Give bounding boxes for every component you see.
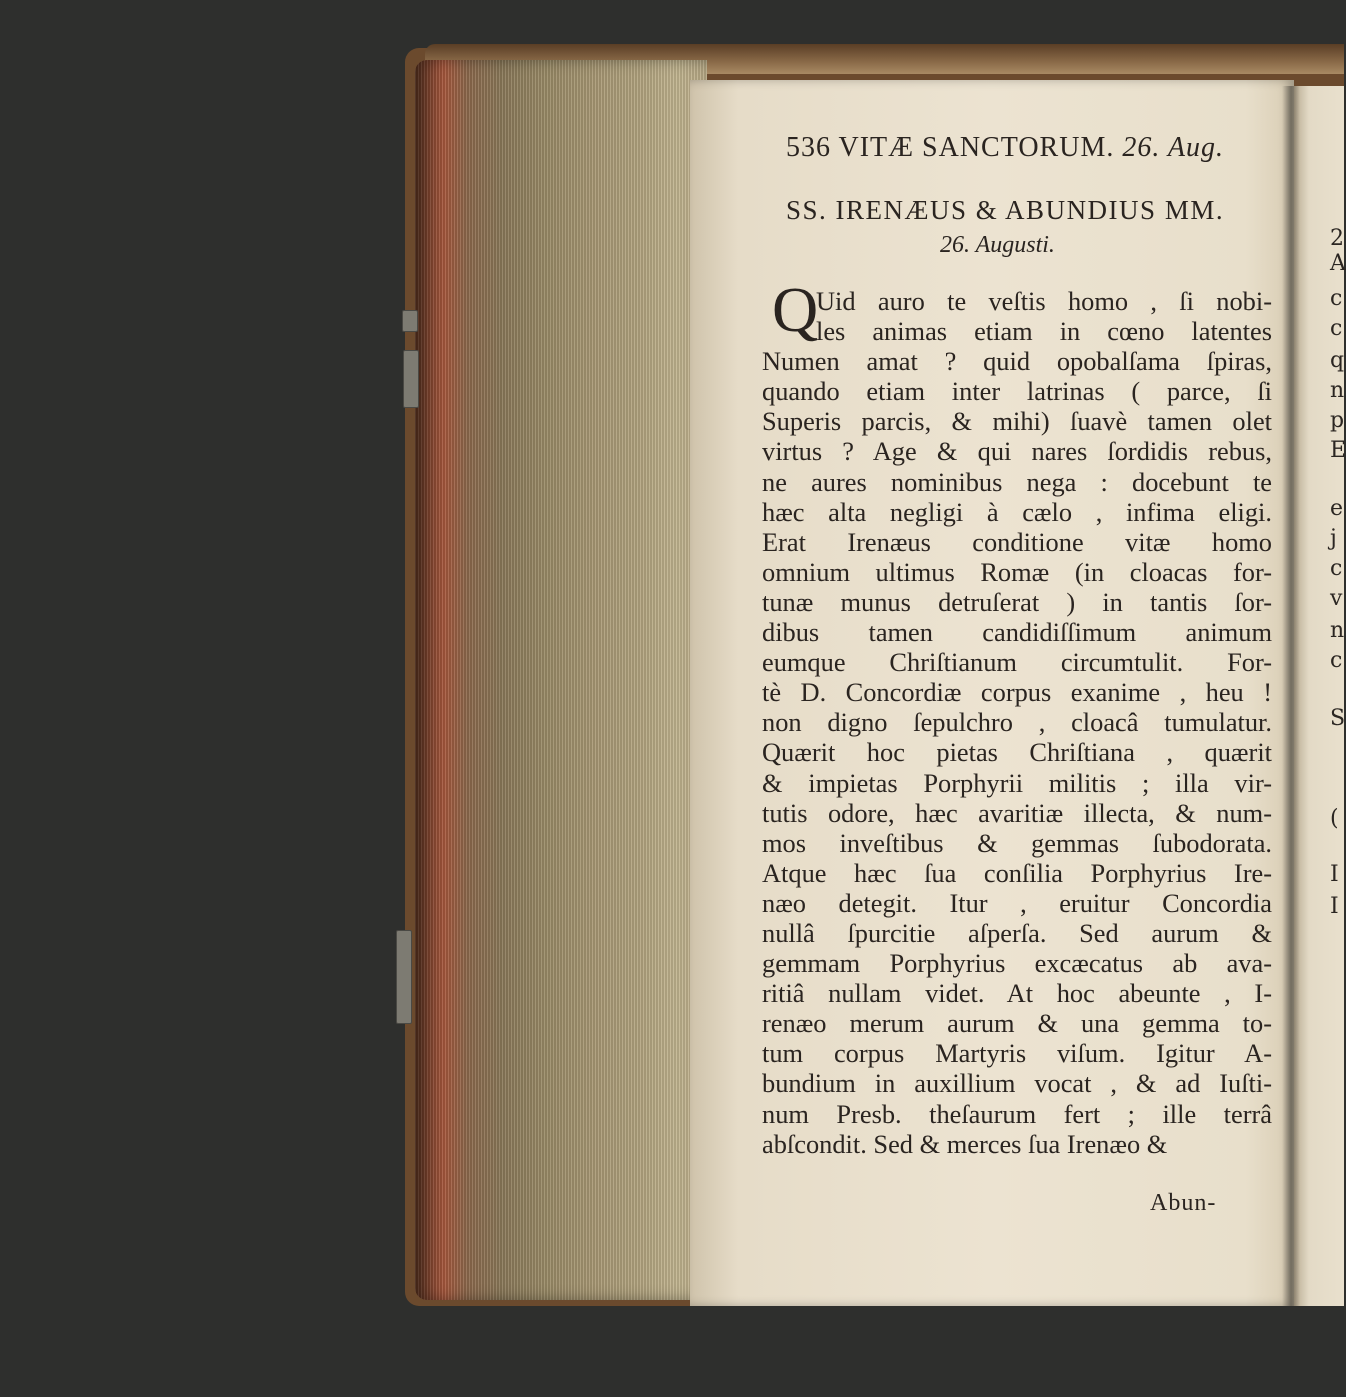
clasp-top: [402, 310, 418, 332]
next-page-glyph: q: [1330, 348, 1345, 373]
text-line: Uid auro te veſtis homo , ſi nobi-: [816, 286, 1272, 316]
text-line: dibus tamen candidiſſimum animum: [762, 617, 1272, 648]
text-line: quando etiam inter latrinas ( parce, ſi: [762, 376, 1272, 407]
next-page-glyph: n: [1330, 618, 1345, 643]
next-page-glyph: (: [1330, 806, 1339, 831]
text-line: tè D. Concordiæ corpus exanime , heu !: [762, 677, 1272, 708]
chapter-date: 26. Augusti.: [940, 232, 1055, 258]
header-date: 26. Aug.: [1122, 132, 1224, 163]
header-text: 536 VITÆ SANCTORUM.: [786, 132, 1115, 163]
text-line: & impietas Porphyrii militis ; illa vir-: [762, 767, 1272, 798]
text-line: omnium ultimus Romæ (in cloacas for-: [762, 556, 1272, 587]
text-line: abſcondit. Sed & merces ſua Irenæo &: [762, 1128, 1168, 1159]
catchword: Abun-: [1150, 1190, 1217, 1216]
next-page-glyph: 2: [1330, 226, 1344, 251]
text-line: tutis odore, hæc avaritiæ illecta, & num-: [762, 797, 1272, 828]
text-line: bundium in auxillium vocat , & ad Iuſti-: [762, 1068, 1272, 1099]
text-line: Superis parcis, & mihi) ſuavè tamen olet: [762, 406, 1272, 437]
text-line: hæc alta negligi à cælo , infima eligi.: [762, 496, 1272, 527]
text-line: tunæ munus detruſerat ) in tantis ſor-: [762, 586, 1272, 617]
running-header: [786, 132, 1224, 164]
next-page-glyph: v: [1330, 586, 1343, 611]
next-page-glyph: c: [1330, 286, 1343, 311]
clasp-bottom-hinge: [396, 930, 412, 1024]
text-line: Numen amat ? quid opobalſama ſpiras,: [762, 346, 1272, 377]
text-line: les animas etiam in cœno latentes: [816, 316, 1272, 347]
chapter-title: SS. IRENÆUS & ABUNDIUS MM.: [786, 195, 1225, 225]
text-line: Atque hæc ſua conſilia Porphyrius Ire-: [762, 857, 1272, 888]
book-fore-edge: [415, 60, 707, 1300]
text-line: gemmam Porphyrius excæcatus ab ava-: [762, 948, 1272, 979]
text-line: mos inveſtibus & gemmas ſubodorata.: [762, 827, 1272, 858]
gutter-shadow: [1282, 86, 1300, 1306]
text-line: non digno ſepulchro , cloacâ tumulatur.: [762, 707, 1272, 738]
text-line: Quærit hoc pietas Chriſtiana , quærit: [762, 737, 1272, 768]
text-line: renæo merum aurum & una gemma to-: [762, 1008, 1272, 1039]
text-line: ne aures nominibus nega : docebunt te: [762, 466, 1272, 497]
text-line: eumque Chriſtianum circumtulit. For-: [762, 647, 1272, 678]
next-page-glyph: e: [1330, 496, 1344, 521]
next-page-glyph: p: [1330, 408, 1345, 433]
text-line: tum corpus Martyris viſum. Igitur A-: [762, 1038, 1272, 1069]
next-page-glyph: c: [1330, 556, 1343, 581]
text-line: num Presb. theſaurum fert ; ille terrâ: [762, 1098, 1272, 1129]
next-page-glyph: A: [1330, 251, 1346, 276]
next-page-glyph: n: [1330, 378, 1345, 403]
text-line: næo detegit. Itur , eruitur Concordia: [762, 887, 1272, 918]
text-line: Erat Irenæus conditione vitæ homo: [762, 526, 1272, 557]
next-page-glyph: j: [1330, 526, 1337, 551]
next-page-glyph: I: [1330, 862, 1339, 887]
text-line: nullâ ſpurcitie aſperſa. Sed aurum &: [762, 917, 1272, 948]
body-text: [762, 286, 1272, 1159]
next-page-glyph: I: [1330, 894, 1339, 919]
clasp-top-hinge: [403, 350, 419, 408]
next-page-glyph: S: [1330, 706, 1346, 731]
next-page-glyph: E: [1330, 438, 1346, 463]
right-page-edge: [1294, 86, 1344, 1306]
next-page-glyph: c: [1330, 316, 1343, 341]
text-line: virtus ? Age & qui nares ſordidis rebus,: [762, 436, 1272, 467]
next-page-glyph: c: [1330, 648, 1343, 673]
drop-capital: Q: [772, 274, 819, 345]
text-line: ritiâ nullam videt. At hoc abeunte , I-: [762, 978, 1272, 1009]
